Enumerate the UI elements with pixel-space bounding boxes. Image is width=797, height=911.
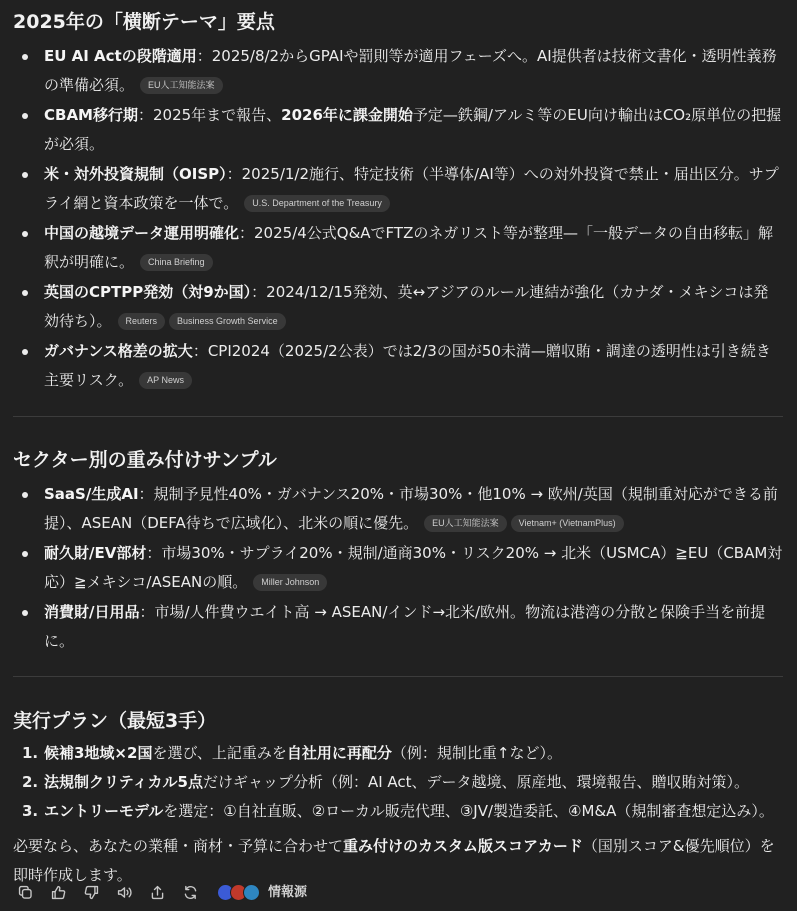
item-text: を選定：①自社直販、②ローカル販売代理、③JV/製造委託、④M&A（規制審査想定込み）。 <box>163 802 774 820</box>
section-title: 2025年の「横断テーマ」要点 <box>13 11 275 33</box>
item-text: ：2025/8/2からGPAIや罰則等が適用フェーズへ。AI提供者は技術文書化・透明性義務の準備必須。 <box>44 47 777 94</box>
item-bold: 耐久財/EV部材 <box>44 544 147 562</box>
closing-text: 必要なら、あなたの業種・商材・予算に合わせて <box>13 837 344 855</box>
list-item <box>13 42 783 100</box>
cross-themes-list <box>13 42 783 395</box>
item-text: ：CPI2024（2025/2公表）では2/3の国が50未満—贈収賄・調達の透明性は引き続き主要リスク。 <box>44 342 771 389</box>
thumbs-up-button[interactable] <box>46 881 70 905</box>
item-text: を選び、上記重みを <box>152 744 287 762</box>
source-chip[interactable]: Vietnam+ (VietnamPlus) <box>511 515 624 532</box>
sector-weights-list <box>13 480 783 656</box>
divider <box>13 676 783 677</box>
section-sector-weights <box>13 444 783 656</box>
list-item <box>13 160 783 218</box>
list-item <box>13 337 783 395</box>
item-bold: CBAM移行期 <box>44 106 138 124</box>
source-chip[interactable]: AP News <box>139 372 192 389</box>
item-bold: SaaS/生成AI <box>44 485 139 503</box>
section-cross-themes <box>13 6 783 395</box>
thumbs-up-icon <box>50 884 67 901</box>
list-item <box>13 797 783 826</box>
divider <box>13 416 783 417</box>
thumbs-down-icon <box>83 884 100 901</box>
source-chip[interactable]: Reuters <box>118 313 166 330</box>
item-bold: 法規制クリティカル5点 <box>44 773 203 791</box>
item-text: ：市場30%・サプライ20%・規制/通商30%・リスク20% → 北米（USMCA）≧EU（CBAM対応）≧メキシコ/ASEANの順。 <box>44 544 783 591</box>
source-chip[interactable]: EU人工知能法案 <box>424 515 507 532</box>
source-chip[interactable]: China Briefing <box>140 254 213 271</box>
item-bold: 消費財/日用品 <box>44 603 140 621</box>
item-number: 2. <box>22 773 39 791</box>
share-button[interactable] <box>145 881 169 905</box>
item-bold: 米・対外投資規制（OISP） <box>44 165 227 183</box>
closing-bold: 重み付けのカスタム版スコアカード <box>343 837 583 855</box>
source-chip[interactable]: U.S. Department of the Treasury <box>244 195 390 212</box>
item-bold: 中国の越境データ運用明確化 <box>44 224 240 242</box>
sources-button[interactable] <box>217 878 307 907</box>
globe-icon <box>243 884 260 901</box>
read-aloud-button[interactable] <box>112 881 136 905</box>
closing-text: （国別スコア&優先順位）を即時作成します。 <box>13 837 775 884</box>
list-item <box>13 219 783 277</box>
item-text: （例：規制比重↑など）。 <box>391 744 562 762</box>
section-title: セクター別の重み付けサンプル <box>13 449 277 471</box>
list-item <box>13 539 783 597</box>
item-number: 1. <box>22 744 39 762</box>
list-item <box>13 768 783 797</box>
item-text: ：2025/1/2施行、特定技術（半導体/AI等）への対外投資で禁止・届出区分。サプライ網と資本政策を一体で。 <box>44 165 779 212</box>
item-text: 予定—鉄鋼/アルミ等のEU向け輸出はCO₂原単位の把握が必須。 <box>44 106 782 153</box>
source-chip[interactable]: EU人工知能法案 <box>140 77 223 94</box>
regenerate-icon <box>182 884 199 901</box>
copy-button[interactable] <box>13 881 37 905</box>
list-item <box>13 480 783 538</box>
item-bold: EU AI Actの段階適用 <box>44 47 197 65</box>
source-chip[interactable]: Business Growth Service <box>169 313 286 330</box>
item-bold: エントリーモデル <box>44 802 164 820</box>
sources-label: 情報源 <box>268 885 308 900</box>
item-text: ：2025/4公式Q&AでFTZのネガリスト等が整理—「一般データの自由移転」解釈が明確に。 <box>44 224 774 271</box>
copy-icon <box>17 884 34 901</box>
section-title: 実行プラン（最短3手） <box>13 710 217 732</box>
list-item <box>13 739 783 768</box>
list-item <box>13 101 783 159</box>
item-text: ：規制予見性40%・ガバナンス20%・市場30%・他10% → 欧州/英国（規制重対応ができる前提）、ASEAN（DEFA待ちで広域化）、北米の順に優先。 <box>44 485 778 532</box>
speaker-icon <box>116 884 133 901</box>
item-text: だけギャップ分析（例：AI Act、データ越境、原産地、環境報告、贈収賄対策）。 <box>202 773 750 791</box>
item-bold: 自社用に再配分 <box>286 744 392 762</box>
item-text: ：2025年まで報告、 <box>137 106 282 124</box>
list-item <box>13 598 783 656</box>
action-plan-list <box>13 739 783 826</box>
list-item <box>13 278 783 336</box>
item-bold: 2026年に課金開始 <box>281 106 413 124</box>
item-bold: ガバナンス格差の拡大 <box>44 342 193 360</box>
message-action-bar <box>13 878 307 907</box>
share-icon <box>149 884 166 901</box>
source-chip[interactable]: Miller Johnson <box>253 574 327 591</box>
item-number: 3. <box>22 802 39 820</box>
item-bold: 英国のCPTPP発効（対9か国） <box>44 283 252 301</box>
section-action-plan <box>13 705 783 890</box>
regenerate-button[interactable] <box>178 881 202 905</box>
item-text: ：市場/人件費ウエイト高 → ASEAN/インド→北米/欧州。物流は港湾の分散と保険手当を前提に。 <box>44 603 766 650</box>
item-text: ：2024/12/15発効、英↔アジアのルール連結が強化（カナダ・メキシコは発効待ち）。 <box>44 283 769 330</box>
item-bold: 候補3地域×2国 <box>44 744 153 762</box>
thumbs-down-button[interactable] <box>79 881 103 905</box>
